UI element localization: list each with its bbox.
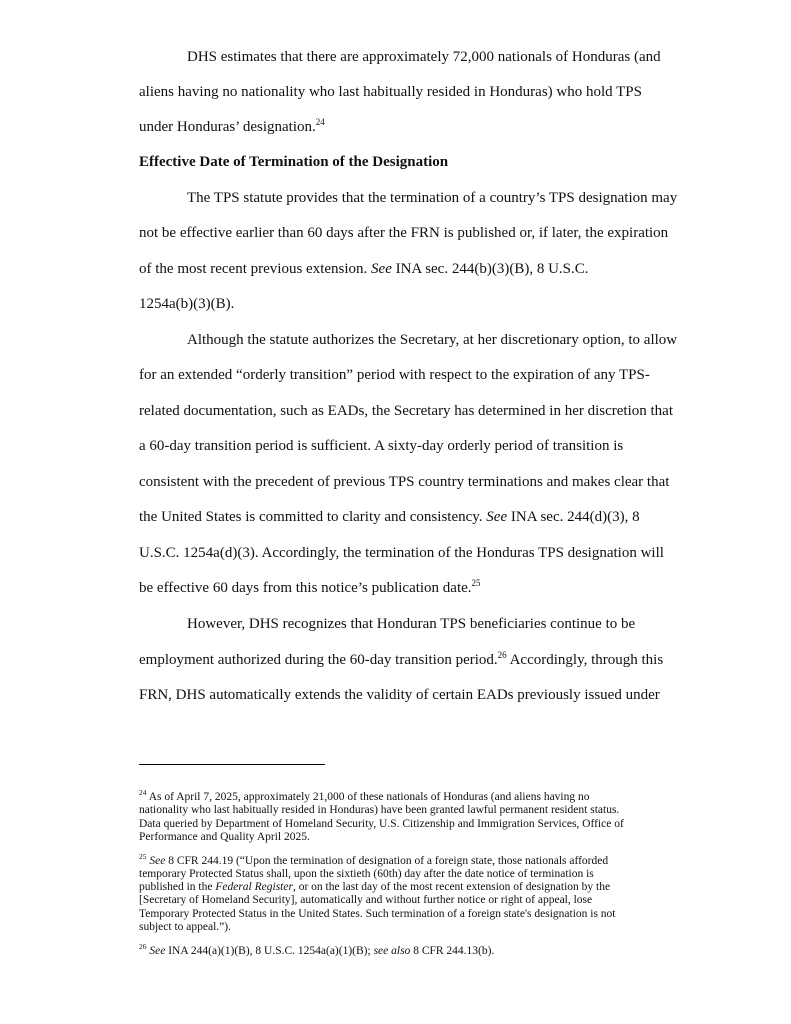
body-line: consistent with the precedent of previous TPS country terminations and makes clear that xyxy=(139,474,670,490)
body-line: 1254a(b)(3)(B). xyxy=(139,296,235,312)
body-line: a 60-day transition period is sufficient. A sixty-day orderly period of transition is xyxy=(139,438,624,454)
body-line: of the most recent previous extension. See INA sec. 244(b)(3)(B), 8 U.S.C. xyxy=(139,261,589,277)
body-line: U.S.C. 1254a(d)(3). Accordingly, the termination of the Honduras TPS designation will xyxy=(139,545,664,561)
body-line: The TPS statute provides that the termination of a country’s TPS designation may xyxy=(187,190,678,206)
body-line: DHS estimates that there are approximately 72,000 nationals of Honduras (and xyxy=(187,49,661,65)
body-line: not be effective earlier than 60 days after the FRN is published or, if later, the expiration xyxy=(139,225,669,241)
body-line: under Honduras’ designation.$^{24}$ xyxy=(139,117,325,135)
footnote-line: nationality who last habitually resided in Honduras) have been granted lawful permanent resident status. xyxy=(139,804,620,816)
body-line: FRN, DHS automatically extends the validity of certain EADs previously issued under xyxy=(139,687,660,703)
footnote-line: published in the Federal Register, or on the last day of the most recent extension of designation by the xyxy=(139,881,611,893)
body-line: employment authorized during the 60-day transition period.$^{26}$ Accordingly, through this xyxy=(139,650,664,668)
footnote-24: $^{24}$ As of April 7, 2025, approximately 21,000 of these nationals of Honduras (and aliens having no xyxy=(139,788,590,803)
body-line: for an extended “orderly transition” period with respect to the expiration of any TPS- xyxy=(139,367,650,383)
body-line: aliens having no nationality who last habitually resided in Honduras) who hold TPS xyxy=(139,84,642,100)
footnote-25: $^{25}$ See 8 CFR 244.19 (“Upon the termination of designation of a foreign state, those nationals afforded xyxy=(139,852,609,867)
footnote-line: temporary Protected Status shall, upon the sixtieth (60th) day after the date notice of termination is xyxy=(139,868,594,880)
footnote-ref: 25 xyxy=(471,578,481,588)
body-line: be effective 60 days from this notice’s publication date.$^{25}$ xyxy=(139,578,481,596)
footnote-line: Data queried by Department of Homeland Security, U.S. Citizenship and Immigration Services, Office of xyxy=(139,818,624,830)
body-line: related documentation, such as EADs, the Secretary has determined in her discretion that xyxy=(139,403,673,419)
footnote-ref: 24 xyxy=(315,117,325,127)
footnote-line: [Secretary of Homeland Security], automatically and without further notice or right of appeal, lose xyxy=(139,894,593,906)
body-line: the United States is committed to clarity and consistency. See INA sec. 244(d)(3), 8 xyxy=(139,509,640,525)
body-line: However, DHS recognizes that Honduran TPS beneficiaries continue to be xyxy=(187,616,636,632)
body-line: Although the statute authorizes the Secretary, at her discretionary option, to allow xyxy=(187,332,678,348)
section-heading: Effective Date of Termination of the Designation xyxy=(139,154,449,170)
footnote-line: Temporary Protected Status in the United States. Such termination of a foreign state's designation is not xyxy=(139,908,616,920)
footnote-26: $^{26}$ See INA 244(a)(1)(B), 8 U.S.C. 1254a(a)(1)(B); see also 8 CFR 244.13(b). xyxy=(139,942,495,957)
footnote-line: Performance and Quality April 2025. xyxy=(139,831,310,843)
footnote-ref: 26 xyxy=(497,650,507,660)
footnote-line: subject to appeal.”). xyxy=(139,921,231,933)
footnote-separator xyxy=(139,764,325,765)
